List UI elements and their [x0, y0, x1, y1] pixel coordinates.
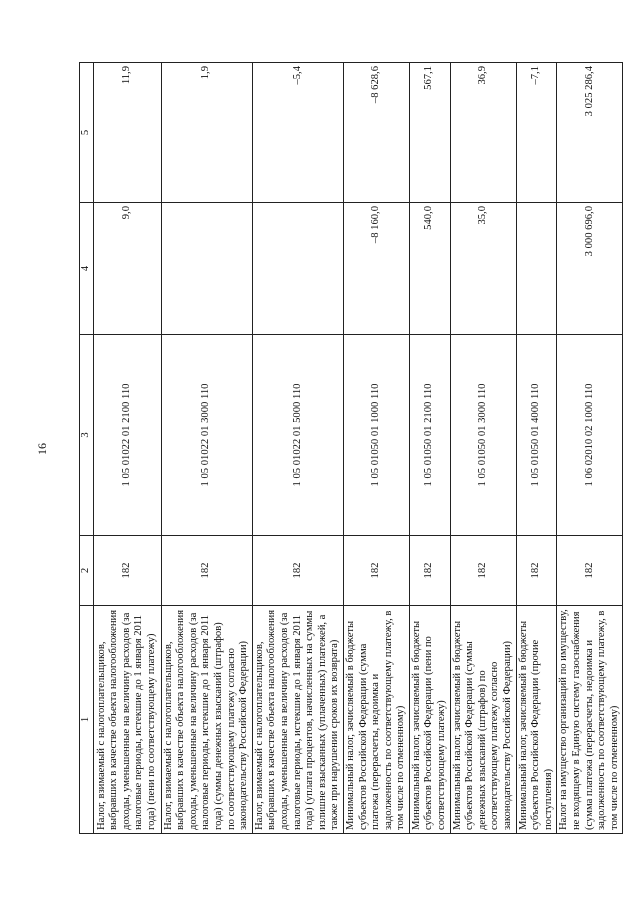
value-col-4: 3 000 696,0 [557, 203, 623, 335]
budget-classification-code: 1 05 01050 01 4000 110 [516, 335, 557, 536]
table-header-row [80, 63, 94, 834]
value-col-4 [161, 203, 252, 335]
table-row [450, 63, 516, 834]
value-col-5: –8 628,6 [343, 63, 409, 203]
revenue-name: Минимальный налог, зачисляемый в бюджеты субъектов Российской Федерации (сумма платежа (перерасчеты, недоимка и задолженность по соответствующему платежу, в том числе по отмененному) [343, 606, 409, 834]
value-col-4: –8 160,0 [343, 203, 409, 335]
header-col-3: 3 [80, 335, 94, 536]
value-col-5: 3 025 286,4 [557, 63, 623, 203]
budget-classification-code: 1 05 01022 01 5000 110 [252, 335, 343, 536]
admin-code: 182 [516, 536, 557, 606]
value-col-5: 36,9 [450, 63, 516, 203]
revenue-name: Налог на имущество организаций по имуществу, не входящему в Единую систему газоснабжения (сумма платежа (перерасчеты, недоимка и задолженность по соответствующему платежу, в том числе по отмененному) [557, 606, 623, 834]
admin-code: 182 [557, 536, 623, 606]
value-col-5: 11,9 [93, 63, 161, 203]
value-col-4 [252, 203, 343, 335]
budget-classification-code: 1 05 01050 01 1000 110 [343, 335, 409, 536]
budget-classification-code: 1 06 02010 02 1000 110 [557, 335, 623, 536]
table-row [343, 63, 409, 834]
admin-code: 182 [343, 536, 409, 606]
table-row [93, 63, 161, 834]
revenue-name: Налог, взимаемый с налогоплательщиков, выбравших в качестве объекта налогообложения доходы, уменьшенные на величину расходов (за налоговые периоды, истекшие до 1 января 2011 года) (пени по соответствующему платежу) [93, 606, 161, 834]
admin-code: 182 [409, 536, 450, 606]
revenue-name: Минимальный налог, зачисляемый в бюджеты субъектов Российской Федерации (прочие поступления) [516, 606, 557, 834]
value-col-4 [516, 203, 557, 335]
value-col-4: 540,0 [409, 203, 450, 335]
value-col-4: 35,0 [450, 203, 516, 335]
table-row [409, 63, 450, 834]
revenue-name: Налог, взимаемый с налогоплательщиков, выбравших в качестве объекта налогообложения доходы, уменьшенные на величину расходов (за налоговые периоды, истекшие до 1 января 2011 года) (суммы денежных взысканий (штрафов) по соответствующему платежу согласно законодательству Российской Федерации) [161, 606, 252, 834]
value-col-5: 1,9 [161, 63, 252, 203]
table-row [252, 63, 343, 834]
budget-classification-code: 1 05 01050 01 3000 110 [450, 335, 516, 536]
revenue-name: Минимальный налог, зачисляемый в бюджеты субъектов Российской Федерации (суммы денежных взысканий (штрафов) по соответствующему платежу согласно законодательству Российской Федерации) [450, 606, 516, 834]
admin-code: 182 [450, 536, 516, 606]
header-col-4: 4 [80, 203, 94, 335]
header-col-1: 1 [80, 606, 94, 834]
value-col-4: 9,0 [93, 203, 161, 335]
header-col-2: 2 [80, 536, 94, 606]
revenue-name: Минимальный налог, зачисляемый в бюджеты субъектов Российской Федерации (пени по соответствующему платежу) [409, 606, 450, 834]
budget-classification-code: 1 05 01022 01 2100 110 [93, 335, 161, 536]
value-col-5: –7,1 [516, 63, 557, 203]
table-row [161, 63, 252, 834]
header-col-5: 5 [80, 63, 94, 203]
rotated-page-content [79, 63, 620, 834]
admin-code: 182 [93, 536, 161, 606]
budget-revenue-table [79, 62, 623, 834]
value-col-5: –5,4 [252, 63, 343, 203]
admin-code: 182 [252, 536, 343, 606]
table-row [516, 63, 557, 834]
admin-code: 182 [161, 536, 252, 606]
revenue-name: Налог, взимаемый с налогоплательщиков, выбравших в качестве объекта налогообложения доходы, уменьшенные на величину расходов (за налоговые периоды, истекшие до 1 января 2011 года) (уплата процентов, начисленных на суммы излишне взысканных (уплаченных) платежей, а также при нарушении сроков их возврата) [252, 606, 343, 834]
page-number: 16 [35, 443, 49, 455]
value-col-5: 567,1 [409, 63, 450, 203]
budget-classification-code: 1 05 01050 01 2100 110 [409, 335, 450, 536]
table-row [557, 63, 623, 834]
budget-classification-code: 1 05 01022 01 3000 110 [161, 335, 252, 536]
